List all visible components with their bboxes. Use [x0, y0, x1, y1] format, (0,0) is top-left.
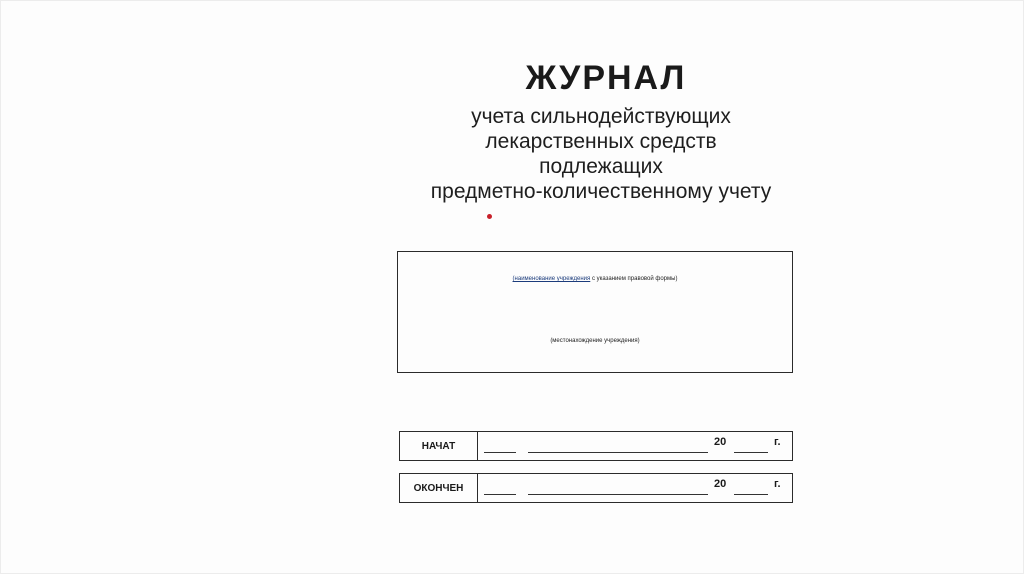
end-date-field — [478, 474, 792, 502]
organization-name-scribble: (наименование учреждения — [512, 276, 591, 282]
end-year-prefix: 20 — [714, 478, 727, 490]
start-date-field — [478, 432, 792, 460]
start-day-blank — [484, 452, 516, 453]
end-date-row — [399, 473, 793, 503]
organization-legal-form-caption: с указанием правовой формы) — [590, 276, 678, 282]
start-year-blank — [734, 452, 768, 453]
start-date-label: НАЧАТ — [400, 432, 478, 460]
start-month-blank — [528, 452, 708, 453]
end-year-suffix: г. — [774, 478, 781, 490]
start-year-prefix: 20 — [714, 436, 727, 448]
end-month-blank — [528, 494, 708, 495]
journal-title: ЖУРНАЛ — [525, 59, 687, 97]
start-year-suffix: г. — [774, 436, 781, 448]
subtitle-line: учета сильнодействующих — [471, 105, 731, 128]
start-date-row — [399, 431, 793, 461]
journal-subtitle — [361, 104, 841, 204]
end-day-blank — [484, 494, 516, 495]
organization-box — [397, 251, 793, 373]
end-year-blank — [734, 494, 768, 495]
subtitle-line: предметно-количественному учету — [430, 180, 772, 203]
end-date-label: ОКОНЧЕН — [400, 474, 478, 502]
subtitle-line: подлежащих — [539, 155, 663, 178]
subtitle-line: лекарственных средств — [485, 130, 717, 153]
red-bullet-dot — [487, 214, 492, 219]
organization-name-caption — [398, 276, 792, 282]
organization-location-caption: (местонахождение учреждения) — [550, 338, 640, 344]
